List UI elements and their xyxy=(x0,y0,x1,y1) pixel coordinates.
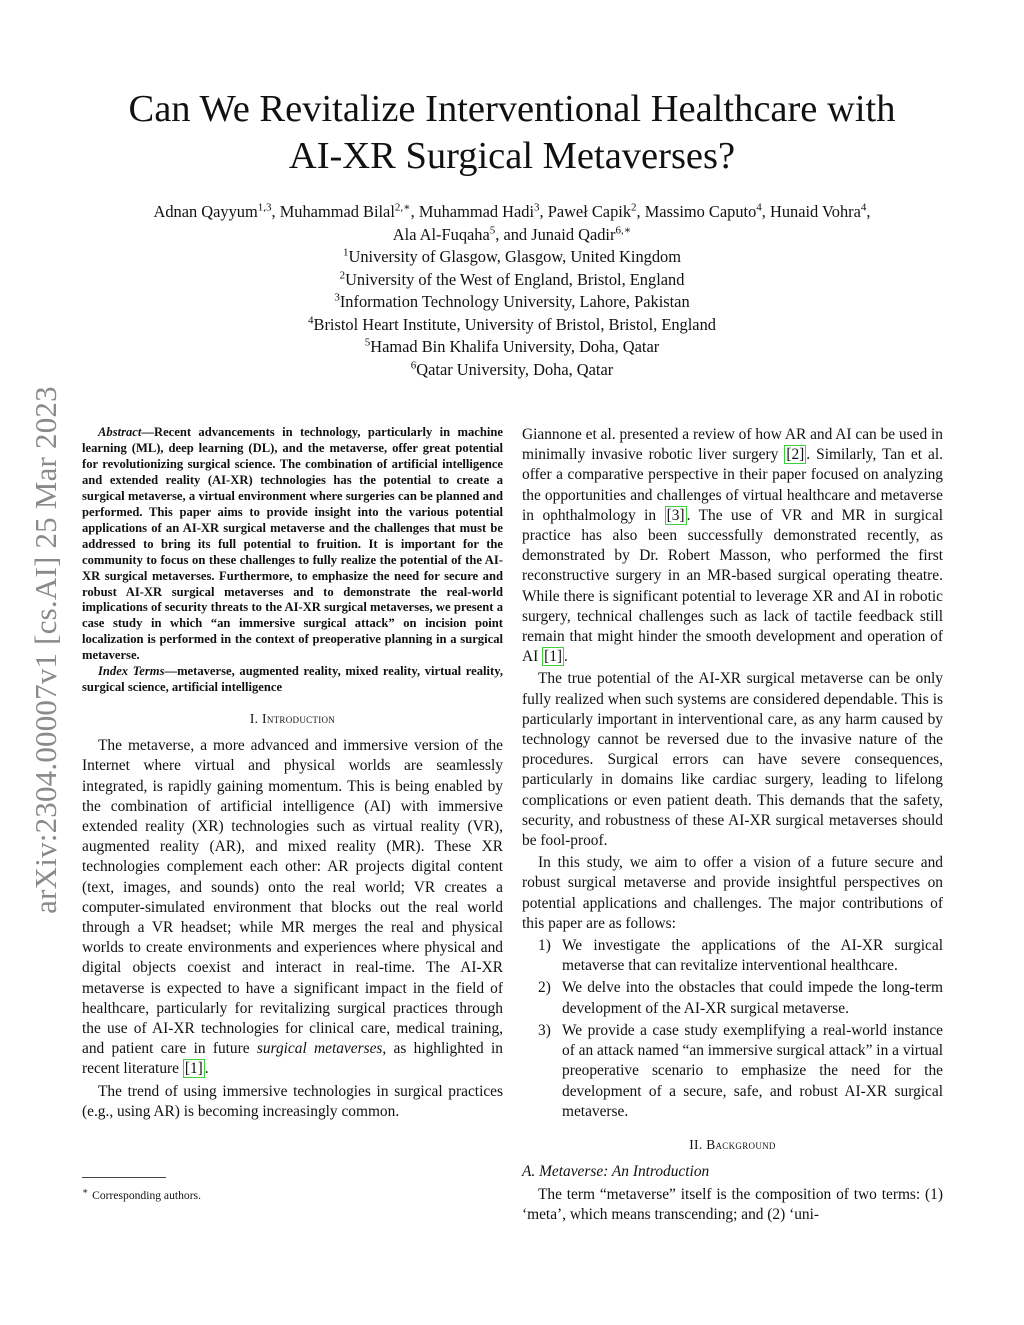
author: Hunaid Vohra xyxy=(769,202,861,221)
list-item xyxy=(522,936,943,976)
abstract-label: Abstract xyxy=(98,425,142,439)
author-affiliation-mark: 5 xyxy=(489,224,496,237)
abstract xyxy=(82,425,503,664)
affiliation-text: University of the West of England, Bristol, England xyxy=(345,269,685,289)
author-affiliation-mark: 6,∗ xyxy=(615,224,632,237)
author-separator: , xyxy=(636,202,645,221)
title-line-2: AI-XR Surgical Metaverses? xyxy=(288,135,736,177)
author: Adnan Qayyum xyxy=(153,202,258,221)
author-separator: , xyxy=(539,202,548,221)
title-line-1: Can We Revitalize Interventional Healthcare with xyxy=(128,88,896,130)
affiliation-number: 6 xyxy=(410,359,417,372)
abstract-text: —Recent advancements in technology, particularly in machine learning (ML), deep learning (DL), and the metaverse, offer great potential for revolutionizing surgical science. The combination of artificial intelligence and extended reality (AI-XR) technologies has the potential to create a surgical metaverse, a virtual environment where surgeries can be planned and performed. This paper aims to provide insight into the various potential applications of an AI-XR surgical metaverse and the challenges that must be addressed to bring its full potential to fruition. It is important for the community to focus on these challenges to fully realize the potential of the AI-XR surgical metaverses. Furthermore, to emphasize the need for secure and robust AI-XR surgical metaverses and to demonstrate the real-world implications of security threats to the AI-XR surgical metaverses, we present a case study in which “an immersive surgical attack” on incision point localization is performed in the context of preoperative planning in a surgical metaverse. xyxy=(82,425,503,663)
list-item-text: We provide a case study exemplifying a real-world instance of an attack named “an immersive surgical attack” in a virtual preoperative scenario to emphasize the need for the development of a secure, safe, and robust AI-XR surgical metaverse. xyxy=(562,1021,943,1120)
affiliation-text: Hamad Bin Khalifa University, Doha, Qatar xyxy=(370,337,660,356)
paragraph-text: , as highlighted in recent literature xyxy=(82,1040,503,1078)
author-block xyxy=(60,201,964,381)
list-item xyxy=(522,1021,943,1122)
citation-link[interactable]: [1] xyxy=(184,1060,203,1078)
author: Muhammad Bilal xyxy=(279,202,395,221)
footnote xyxy=(82,1186,201,1202)
author: Junaid Qadir xyxy=(531,224,616,244)
list-item-text: We delve into the obstacles that could impede the long-term development of the AI-XR surgical metaverse. xyxy=(562,979,943,1017)
footnote-divider xyxy=(82,1177,166,1178)
author: Paweł Capik xyxy=(547,202,632,221)
emphasis-text: surgical metaverses xyxy=(256,1040,383,1058)
subsection-heading-metaverse: A. Metaverse: An Introduction xyxy=(522,1162,710,1180)
intro-paragraph-2-continued xyxy=(522,425,943,667)
arxiv-identifier: arXiv:2304.00007v1 [cs.AI] 25 Mar 2023 xyxy=(28,386,63,914)
citation-link[interactable]: [1] xyxy=(544,648,563,666)
paragraph-text: . The use of VR and MR in surgical practice has also been successfully demonstrated recently, as demonstrated by Dr. Robert Masson, who performed the first reconstructive surgery in an MR-based surgical operating theatre. While there is significant potential to leverage XR and AI in robotic surgery, technical challenges such as lack of tactile feedback still remain that might hinder the smooth development and operation of AI xyxy=(522,506,943,666)
list-item-text: We investigate the applications of the AI-XR surgical metaverse that can revitalize interventional healthcare. xyxy=(562,937,943,975)
list-item-number: 3) xyxy=(538,1021,551,1039)
author-affiliation-mark: 2 xyxy=(631,201,637,214)
author-separator: , xyxy=(410,202,419,221)
index-terms xyxy=(82,664,503,696)
author-affiliation-mark: 1,3 xyxy=(257,201,272,214)
affiliation xyxy=(60,359,964,382)
paragraph-text: . xyxy=(564,648,568,666)
author-line-1 xyxy=(60,201,964,224)
affiliation xyxy=(60,246,964,269)
author-separator: , and xyxy=(495,224,532,244)
section-heading-background: II. Background xyxy=(689,1136,776,1152)
author-affiliation-mark: 4 xyxy=(756,201,762,214)
background-paragraph-1: The term “metaverse” itself is the composition of two terms: (1) ‘meta’, which means transcending; and (2) ‘uni- xyxy=(522,1185,943,1224)
intro-paragraph-1 xyxy=(82,736,503,1079)
section-heading-introduction: I. Introduction xyxy=(249,711,336,727)
affiliation xyxy=(60,269,964,292)
author-separator: , xyxy=(866,202,871,221)
paper-title xyxy=(90,86,934,180)
paragraph-text: . xyxy=(204,1060,209,1078)
footnote-mark: ∗ xyxy=(82,1186,89,1196)
list-item-number: 2) xyxy=(538,979,551,997)
paragraph-text: The metaverse, a more advanced and immersive version of the Internet where virtual and physical worlds are seamlessly integrated, is rapidly gaining momentum. This is being enabled by the combination of artificial intelligence (AI) with immersive extended reality (XR) technologies such as virtual reality (VR), augmented reality (AR), and mixed reality (MR). These XR technologies complement each other: AR projects digital content (text, images, and sounds) onto the real world; VR creates a computer-simulated environment that blocks out the real world through a VR headset; while MR merges the real and physical worlds to create environments and experiences where physical and digital objects coexist and interact in real-time. The AI-XR metaverse is expected to have a significant impact in the field of healthcare, particularly for revitalizing surgical practices through the use of AI-XR technologies for clinical care, medical training, and patient care in future xyxy=(82,737,503,1058)
affiliation-number: 4 xyxy=(308,314,314,327)
affiliation-number: 1 xyxy=(343,246,349,259)
footnote-text: Corresponding authors. xyxy=(92,1188,201,1202)
list-item xyxy=(522,978,943,1018)
author: Muhammad Hadi xyxy=(418,202,534,221)
list-item-number: 1) xyxy=(538,937,551,955)
author-affiliation-mark: 4 xyxy=(860,201,867,214)
affiliation xyxy=(60,291,964,314)
author-separator: , xyxy=(761,202,770,221)
affiliation xyxy=(60,314,964,337)
citation-link[interactable]: [3] xyxy=(666,506,685,524)
author-separator: , xyxy=(271,202,280,221)
author-affiliation-mark: 2,∗ xyxy=(394,201,411,214)
affiliation-text: Bristol Heart Institute, University of Bristol, Bristol, England xyxy=(313,314,716,334)
author-line-2 xyxy=(60,224,964,247)
affiliation-number: 2 xyxy=(339,269,346,282)
index-terms-text: —metaverse, augmented reality, mixed reality, virtual reality, surgical science, artificial intelligence xyxy=(82,664,503,695)
affiliation-text: Qatar University, Doha, Qatar xyxy=(416,359,614,379)
citation-link[interactable]: [2] xyxy=(786,446,805,464)
left-column xyxy=(82,425,503,1122)
paragraph-text: . Similarly, Tan et al. offer a comparative perspective in their paper focused on analyzing the opportunities and challenges of virtual healthcare and metaverse in ophthalmology in xyxy=(522,446,943,524)
intro-paragraph-2-start: The trend of using immersive technologies in surgical practices (e.g., using AR) is becoming increasingly common. xyxy=(82,1082,503,1120)
affiliation-text: Information Technology University, Lahore, Pakistan xyxy=(339,292,690,311)
affiliation xyxy=(60,336,964,359)
intro-paragraph-3: The true potential of the AI-XR surgical metaverse can be only fully realized when such systems are considered dependable. This is particularly important in interventional care, as any harm caused by technology cannot be reversed due to the invasive nature of the procedures. Surgical errors can have severe consequences, particularly in domains like cardiac surgery, leading to lifelong complications or even patient death. This demands that the safety, security, and robustness of these AI-XR surgical metaverses should be fool-proof. xyxy=(522,670,943,850)
author-affiliation-mark: 3 xyxy=(534,201,540,214)
affiliation-text: University of Glasgow, Glasgow, United Kingdom xyxy=(348,247,681,266)
affiliation-number: 5 xyxy=(364,336,371,349)
author: Massimo Caputo xyxy=(644,202,757,221)
index-terms-label: Index Terms xyxy=(98,664,165,679)
contributions-list xyxy=(522,936,943,1122)
affiliation-number: 3 xyxy=(334,291,340,304)
author: Ala Al-Fuqaha xyxy=(392,224,490,244)
right-column xyxy=(522,425,943,1225)
paragraph-text: Giannone et al. presented a review of how AR and AI can be used in minimally invasive robotic liver surgery xyxy=(522,426,943,464)
intro-paragraph-4: In this study, we aim to offer a vision of a future secure and robust surgical metaverse and provide insightful perspectives on potential applications and challenges. The major contributions of this paper are as follows: xyxy=(522,854,943,932)
